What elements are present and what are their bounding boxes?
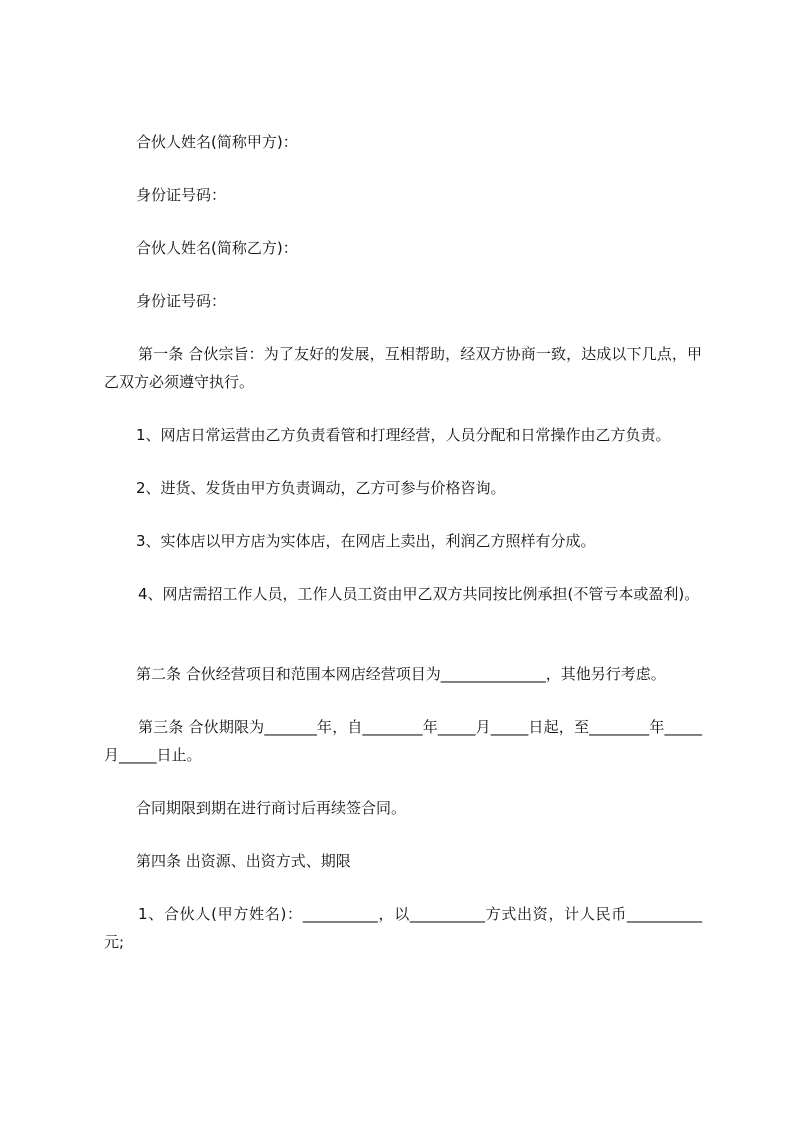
article-2-scope: 第二条 合伙经营项目和范围本网店经营项目为______________，其他另行考虑。 <box>136 665 666 683</box>
article-4-heading: 第四条 出资源、出资方式、期限 <box>136 852 351 870</box>
party-a-id-line: 身份证号码： <box>136 186 227 204</box>
article-1-purpose: 第一条 合伙宗旨：为了友好的发展，互相帮助，经双方协商一致，达成以下几点，甲乙双方必须遵守执行。 <box>104 345 702 391</box>
article-1-clause-2: 2、进货、发货由甲方负责调动，乙方可参与价格咨询。 <box>136 479 506 497</box>
party-b-name-line: 合伙人姓名(简称乙方)： <box>136 239 298 257</box>
party-b-id-line: 身份证号码： <box>136 292 227 310</box>
article-1-clause-4: 4、网店需招工作人员，工作人员工资由甲乙双方共同按比例承担(不管亏本或盈利)。 <box>138 585 700 603</box>
contract-renewal-line: 合同期限到期在进行商讨后再续签合同。 <box>136 799 407 817</box>
article-1-clause-1: 1、网店日常运营由乙方负责看管和打理经营，人员分配和日常操作由乙方负责。 <box>136 426 671 444</box>
party-a-name-line: 合伙人姓名(简称甲方)： <box>136 133 298 151</box>
article-4-clause-1: 1、合伙人(甲方姓名)：__________，以__________方式出资，计人民币__________元; <box>104 905 702 951</box>
article-3-term: 第三条 合伙期限为_______年，自________年_____月_____日起，至________年_____月_____日止。 <box>104 718 702 764</box>
article-1-clause-3: 3、实体店以甲方店为实体店，在网店上卖出，利润乙方照样有分成。 <box>136 532 596 550</box>
